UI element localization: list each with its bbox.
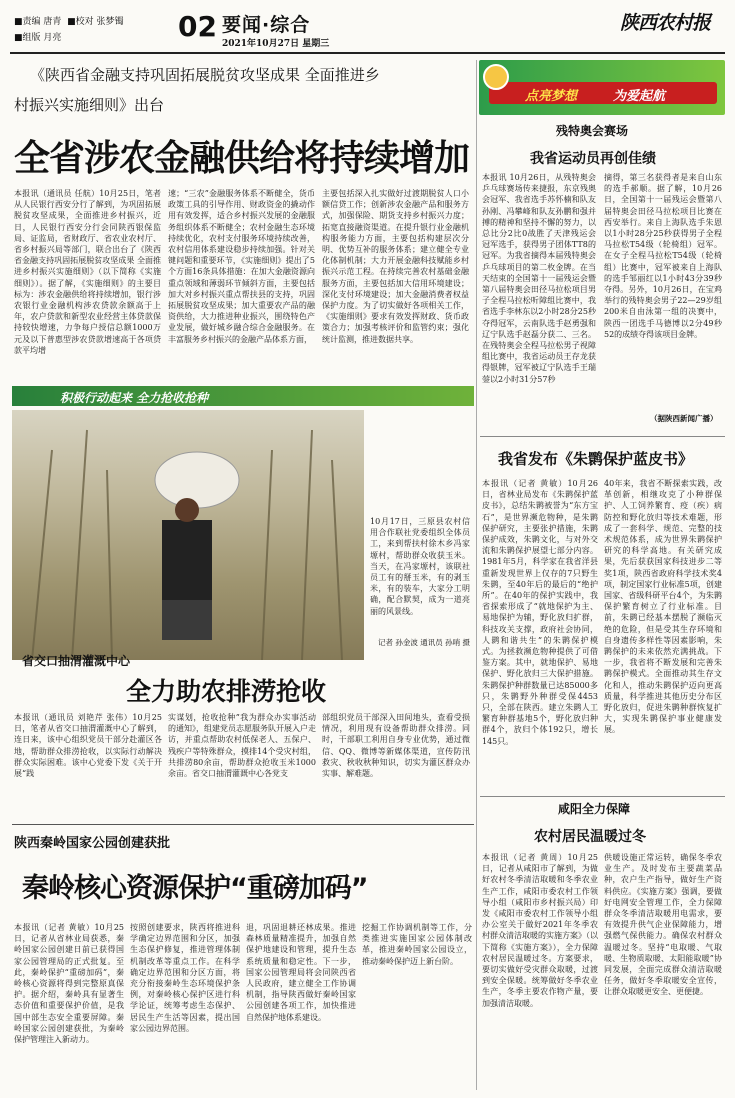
tt-kicker: 残特奥会赛场 (556, 124, 629, 138)
tt-source: （据陕西新闻广播） (650, 414, 718, 423)
zhuhuan-body-col1: 本报讯（记者 黄敏）10月26日，省林业局发布《朱鹮保护蓝皮书》，总结朱鹮被誉为“东方宝石”，是世界濒危物种，是朱鹮保护研究，主要张护措施，朱鹮保护成效，朱鹮文化，与对外交流和朱鹮保护展望七部分内容。1981年5月，科学家在我省洋县重新发现世界上仅存的7只野生朱鹮，至40年后的最后的“绝护所”。在40年的保护实践中，我省探索形成了“就地保护为主、易地保护为辅，野化放归扩群，科技攻关支撑，政府社会协同，人鹮和谐共生”的朱鹮保护模式。为拯救濒危物种提供了可借鉴方案。其中，就地保护、易地保护、野化放归三大保护措施。朱鹮保护种群数量已达85000多只，朱鹮野外种群受保4453只，全部在陕西。建立朱鹮人工繁育种群基地5个，野化放归种群4个，放归个体192只，增长145只。 (482, 479, 598, 746)
drainage-body-col2: 实谋划，抢收抢种”我为群众办实事活动的通知》，组建党员志愿服务队开展入户走访，并重点帮助农村低保老人、五保户、残疾户等特殊群众，摸排14个受灾村组，共排涝80余亩，帮助群众抢收玉米1000余亩。省交口抽渭灌溉中心各党支 (168, 713, 316, 779)
lead-headline: 全省涉农金融供给将持续增加 (14, 138, 470, 179)
farmer-figure (162, 520, 212, 600)
lead-body-col3: 主要包括深入扎实做好过渡期脱贫人口小额信贷工作；创新涉农金融产品和服务方式，加强保险、期货支持乡村振兴力度；拓宽直接融资渠道。在提升银行业金融机构服务能力方面，主要包括构建层次分明、优势互补的服务体系；建立健全专业化体制机制；大力开展金融科技赋能乡村振兴示范工程。在持续完善农村基础金融服务方面，主要包括加大信用环境建设；深化支付环境建设；加大金融消费者权益保护力度。为了切实做好各项相关工作，《实施细则》要求有效发挥财政、货币政策合力；加强考核评价和监管约束；强化统计监测，推进数据共享。 (322, 189, 469, 344)
right-divider-2 (480, 796, 725, 797)
page-number: 02 (178, 10, 217, 43)
editor-credits (14, 14, 174, 46)
qinling-body-col1: 本报讯（记者 黄敏）10月25日，记者从省林业局获悉，秦岭国家公园创建日前已获得国家公园管理局的正式批复。至此，秦岭保护“重磅加码”，秦岭核心资源将得到完整原真保护。据介绍，秦岭具有显著生态价值和重要保护价值，是我国中部生态安全重要屏障。秦岭国家公园创建获批，为秦岭保护管理注入新动力。 (14, 923, 124, 1045)
masthead-logo: 陕西农村报 (620, 12, 711, 34)
header-rule (10, 52, 725, 54)
lead-body-col2: 速；“三农”金融服务体系不断健全，货币政策工具的引导作用、财政资金的撬动作用有效发挥，适合乡村振兴发展的金融服务组织体系不断健全；农村金融生态环境持续优化，农村支付服务环境持续改善，农村信用体系建设稳步持续加强。针对关键问题和重要环节，《实施细则》提出了5个方面16条具体措施：在加大金融资源向重点领域和薄弱环节倾斜方面，主要包括加大对乡村振兴重点帮扶县的支持，巩固拓展脱贫攻坚成果；加大重要农产品的融资供给，大力推进种业振兴，围绕特色产业发展，做好城乡融合综合金融服务。在丰富服务乡村振兴的金融产品体系方面， (168, 189, 315, 344)
xianyang-kicker: 咸阳全力保障 (558, 802, 631, 816)
xianyang-body-col1: 本报讯（记者 黄周）10月25日，记者从咸阳市了解到，为做好农村冬季清洁取暖和冬季农业生产工作，咸阳市委农村工作领导小组（咸阳市乡村振兴局）印发《咸阳市委农村工作领导小组办公室关于做好2021年冬季农村群众清洁取暖的实施方案》（以下简称《实施方案》），全力保障农村居民温暖过冬。方案要求，要切实做好受灾群众取暖，过渡到安全保暖。统筹做好冬季农业生产，冬季主要农作物产量，要加强清洁取暖。 (482, 853, 598, 1008)
editor-credit: ■责编 唐青 (14, 17, 62, 27)
right-divider-1 (480, 436, 725, 437)
banner-ribbon (489, 82, 717, 104)
issue-date: 2021年10月27日 星期三 (222, 39, 330, 49)
tt-body-col2: 摘得，第三名获得者是来自山东的选手郝顺。据了解，10月26日，全国第十一届残运会暨第八届特奥会田径马拉松项目比赛在西安举行。来自上海队选手朱恩以1小时28分25秒获得男子全程马拉松T54级（轮椅组）冠军。在女子全程马拉松T54级（轮椅组）比赛中，冠军被来自上海队的选手邹丽红以1小时43分39秒夺得。另外，10月26日，在宝鸡举行的残特奥会男子22—29岁组200米自由泳第一组的决赛中，陕西一团选手马德博以2分49秒52的成绩夺得该项目金牌。 (604, 173, 722, 339)
qinling-body-col4: 挖掘工作协调机制等工作，分类推进实施国家公园体制改革，推进秦岭国家公园设立，推动秦岭保护迈上新台阶。 (362, 923, 472, 966)
lead-kicker-line2: 村振兴实施细则》出台 (14, 96, 165, 114)
qinling-rule (12, 824, 474, 825)
drainage-body-col3: 部组织党员干部深入田间地头，查看受损情况，利用现有设备帮助群众排涝。同时，干部职工利用自身专业优势，通过微信、QQ、微博等新媒体渠道，宣传防汛救灾、秋收秋种知识，切实为灌区群众办实事、解难题。 (322, 713, 470, 779)
section-title: 要闻·综合 (222, 14, 311, 36)
qinling-body-col2: 按照创建要求，陕西将推进科学确定边界范围和分区，加强生态保护修复，推进管理体制机制改革等重点工作。在科学确定边界范围和分区方面，将充分衔接秦岭生态环境保护条例，对秦岭核心保护区进行科学论证，统筹考虑生态保护、居民生产生活等因素，提出国家公园边界范围。 (130, 923, 240, 1033)
harvest-bar-title: 积极行动起来 全力抢收抢种 (60, 391, 209, 405)
tt-body-col1: 本报讯 10月26日，从残特奥会乒乓球赛场传来捷报，东京残奥会冠军、我省选手苏怀楠和队友孙刚、冯攀峰和队友孙鹏和强并搏的精神和坚持不懈的努力，以总比分2比0战胜了天津残运会冠军选手，获得男子团体TT8的冠军。为我省摘得本届残特奥会乒乓球项目的第二枚金牌。在当天结束的全国第十一届残运会暨第八届特奥会田径马拉松项目男子全程马拉松听障组比赛中，我省选手李林东以2小时28分25秒夺得冠军，云南队选手赵勇强和辽宁队选手赵磊分获二、三名。在残特奥会全程马拉松男子视障组比赛中，我省运动员王存龙获得银牌，冠军被辽宁队选手王瑞蓥以2小时31分57秒 (482, 173, 596, 384)
main-column-divider (476, 60, 477, 1090)
qinling-headline: 秦岭核心资源保护“重磅加码” (22, 873, 368, 904)
qinling-body-col3: 退，巩固退耕还林成果。推进森林质量精准提升，加强自然保护地建设和管理，提升生态系统质量和稳定性。下一步，国家公园管理局将会同陕西省人民政府，建立健全工作协调机制，指导陕西做好秦岭国家公园创建各项工作，加快推进自然保护地体系建设。 (246, 923, 356, 1022)
sack-graphic (155, 452, 239, 508)
proofreader-credit: ■校对 张梦镯 (67, 17, 124, 27)
banner-right-text: 为爱起航 (613, 89, 666, 104)
emblem-icon (483, 64, 509, 90)
zhuhuan-body-col2: 40年来，我省不断探索实践，改革创新，相继攻克了小种群保护、人工饲养繁育、疫（疾）病防控和野化放归等技术难题，形成了一套科学、规范、完整的技术规范体系，成为世界朱鹮保护研究的科学高地。有关研究成果，先后获获国家科技进步二等奖1项，陕西省政府科学技术奖4项，制定国家行业标准5项，创建国家、省级科研平台4个，为朱鹮保护繁育树立了行业标准。目前，朱鹮已经基本摆脱了濒临灭绝的危险，但是受其生存环境和自身遗传多样性等因素影响，朱鹮保护的未来依然充满挑战。下一步，我省将不断发展和完善朱鹮保护模式。全面推动其生存文化和人，推动朱鹮保护迈向更高质量，科学推进其他历史分布区野化放归，促进朱鹮种群恢复扩大，实现朱鹮保护事业健康发展。 (604, 479, 722, 735)
harvest-caption: 10月17日，三原县农村信用合作联社党委组织全体员工，来到帮扶村徐木乡冯家塬村，帮助群众收获玉米。当天，在冯家塬村，该联社员工有的掰玉米，有的剥玉米，有的装车，大家分工明确，配合默契，成为一道亮丽的风景线。 (370, 517, 470, 616)
harvest-bar (12, 386, 474, 406)
layout-credit: ■组版 月亮 (14, 33, 62, 43)
lead-body-col1: 本报讯（通讯员 任航）10月25日，笔者从人民银行西安分行了解到，为巩固拓展脱贫攻坚成果，全面推进乡村振兴，近日，人民银行西安分行会同陕西银保监局、证监局，省财政厅、省农业农村厅、省乡村振兴局等部门，联合出台了《陕西省金融支持巩固拓展脱贫攻坚成果 全面推进乡村振兴实施细则》（以下简称《实施细则》）。据了解，《实施细则》的主要目标为：涉农金融供给将持续增加，银行涉农银行业金融机构涉农贷款余额高于上年，农户贷款和新型农业经营主体贷款保持较快增速，力争每户授信总额1000万元及以下普惠型涉农贷款增速高于各项贷款平均增 (14, 189, 161, 355)
drainage-headline: 全力助农排涝抢收 (126, 677, 327, 706)
promo-banner (479, 60, 725, 115)
drainage-body-col1: 本报讯（通讯员 刘艳芹 张伟）10月25日，笔者从省交口抽渭灌溉中心了解到，连日来，该中心组织党员干部分赴灌区各地，帮助群众排涝抢收，以实际行动解决群众实际困难。该中心党委下发《关于开展“践 (14, 713, 162, 779)
banner-left-text: 点亮梦想 (525, 89, 578, 104)
cornfield-graphic (12, 410, 364, 660)
zhuhuan-headline: 我省发布《朱鹮保护蓝皮书》 (498, 450, 694, 468)
lead-kicker-line1: 《陕西省金融支持巩固拓展脱贫攻坚成果 全面推进乡 (30, 66, 380, 84)
harvest-credit: 记者 孙金波 通讯员 孙哨 摄 (377, 638, 470, 647)
drainage-kicker: 省交口抽渭灌溉中心 (22, 654, 131, 668)
qinling-kicker: 陕西秦岭国家公园创建获批 (14, 836, 171, 851)
tt-headline: 我省运动员再创佳绩 (530, 151, 656, 167)
harvest-photo (12, 410, 364, 660)
xianyang-body-col2: 供暖设施正常运转，确保冬季农业生产。及时发布主要蔬菜品种，农户生产指导，做好生产资料供应。《实施方案》强调，要做好电网安全管理工作，全力保障群众冬季清洁取暖用电需求，要有效提升供气企业保障能力，增强燃气保供能力。确保农村群众温暖过冬。坚持“电取暖、气取暖、生物质取暖、太阳能取暖”协同发展，全面完成群众清洁取暖任务，做好冬季取暖安全宣传，让群众取暖更安全、更便捷。 (604, 853, 722, 997)
xianyang-headline: 农村居民温暖过冬 (534, 829, 646, 845)
